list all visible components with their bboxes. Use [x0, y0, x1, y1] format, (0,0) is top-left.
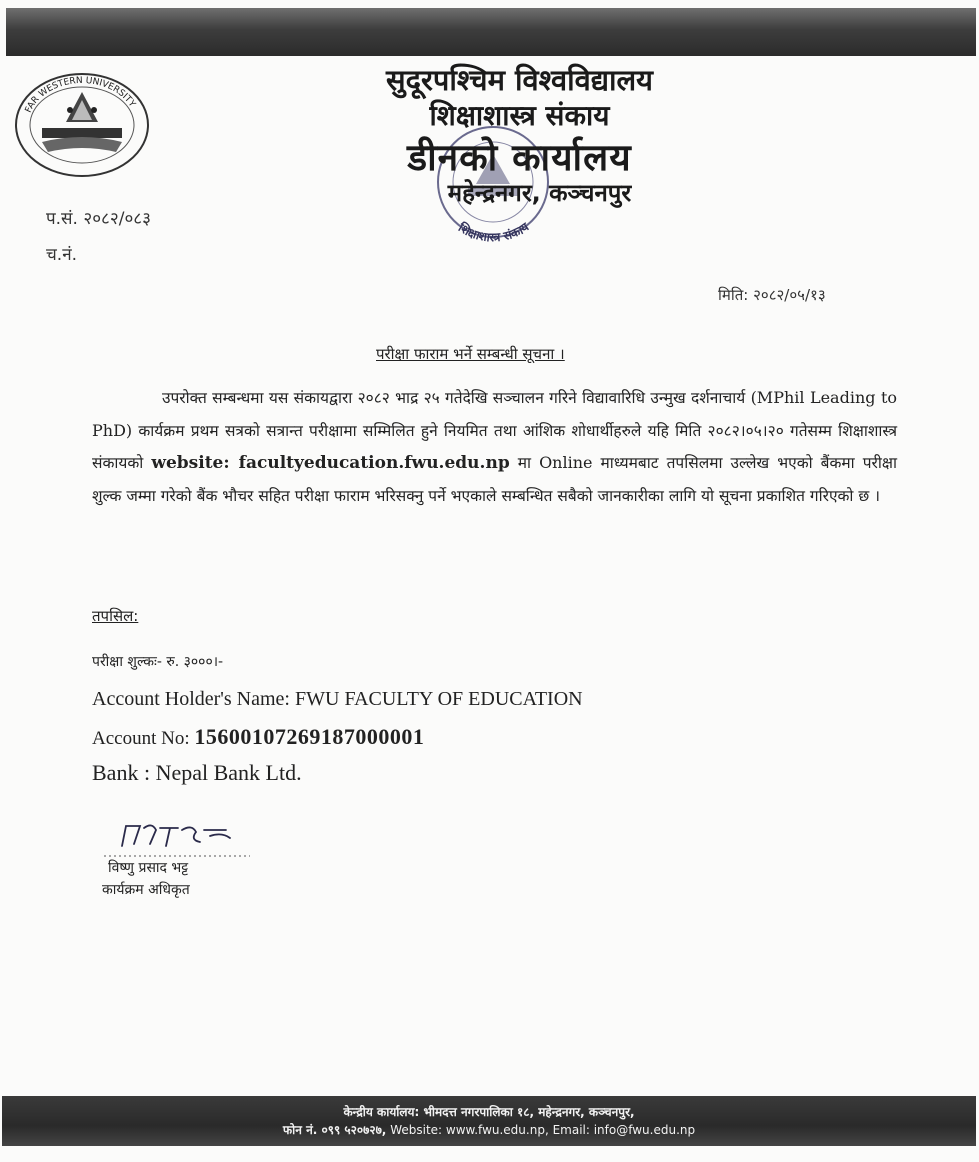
- signature: [100, 816, 260, 860]
- body-part-3: मा: [517, 454, 532, 472]
- footer-address: केन्द्रीय कार्यालय: भीमदत्त नगरपालिका १८, महेन्द्रनगर, कञ्चनपुर,: [343, 1105, 635, 1119]
- account-number-label: Account No:: [92, 728, 190, 749]
- svg-text:FAR WESTERN UNIVERSITY: FAR WESTERN UNIVERSITY: [23, 75, 137, 115]
- exam-fee: परीक्षा शुल्कः- रु. ३०००।-: [92, 654, 224, 670]
- signatory-title: कार्यक्रम अधिकृत: [102, 882, 190, 898]
- signatory-name: विष्णु प्रसाद भट्ट: [108, 860, 189, 876]
- footer-band: [2, 1096, 976, 1146]
- details-heading: तपसिल:: [92, 607, 139, 625]
- dispatch-number: च.नं.: [46, 245, 78, 265]
- body-part-2: कार्यक्रम प्रथम सत्रको सत्रान्त परीक्षामा सम्मिलित हुने नियमित तथा आंशिक शोधार्थीहरुले यहि मिति २०८२।०५।२० गतेसम्म शिक्षाशास्त्र संकायको: [92, 421, 897, 472]
- program-name: (MPhil Leading to PhD): [92, 388, 898, 440]
- body-part-1: उपरोक्त सम्बन्धमा यस संकायद्वारा २०८२ भाद्र २५ गतेदेखि सञ्चालन गरिने विद्यावारिधि उन्मुख दर्शनाचार्य: [162, 389, 746, 407]
- university-name: सुदूरपश्चिम विश्वविद्यालय: [385, 63, 653, 97]
- account-holder-value: FWU FACULTY OF EDUCATION: [295, 688, 583, 710]
- office-location: महेन्द्रनगर, कञ्चनपुर: [447, 179, 632, 207]
- footer-contact: [2, 1121, 976, 1138]
- notice-subject: परीक्षा फाराम भर्ने सम्बन्धी सूचना ।: [376, 345, 565, 363]
- body-part-4: माध्यमबाट तपसिलमा उल्लेख भएको बैंकमा परीक्षा शुल्क जम्मा गरेको बैंक भौचर सहित परीक्षा फाराम भरिसक्नु पर्ने भएकाले सम्बन्धित सबैको जानकारीका लागि यो सूचना प्रकाशित गरिएको छ ।: [92, 454, 897, 505]
- faculty-name: शिक्षाशास्त्र संकाय: [429, 99, 610, 132]
- svg-text:शिक्षाशास्त्र संकाय: शिक्षाशास्त्र संकाय: [455, 219, 532, 245]
- notice-body: [92, 382, 897, 512]
- footer-web-email: Website: www.fwu.edu.np, Email: info@fwu.edu.np: [390, 1123, 696, 1137]
- fiscal-year: प.सं. २०८२/०८३: [46, 209, 151, 229]
- notice-date: मिति: २०८२/०५/१३: [718, 286, 826, 304]
- account-holder-label: Account Holder's Name:: [92, 688, 290, 710]
- account-holder: [92, 688, 583, 711]
- account-number: [92, 724, 424, 750]
- bank-label: Bank :: [92, 760, 151, 785]
- online-word: Online: [539, 453, 593, 472]
- bank-value: Nepal Bank Ltd.: [155, 760, 302, 785]
- office-name: डीनको कार्यालय: [407, 136, 632, 179]
- header-band: [6, 8, 976, 56]
- account-number-value: 15600107269187000001: [194, 724, 425, 749]
- footer-phone: फोन नं. ०९९ ५२०७२७,: [282, 1123, 387, 1137]
- bank-name: [92, 760, 302, 786]
- faculty-website: website: facultyeducation.fwu.edu.np: [151, 453, 510, 473]
